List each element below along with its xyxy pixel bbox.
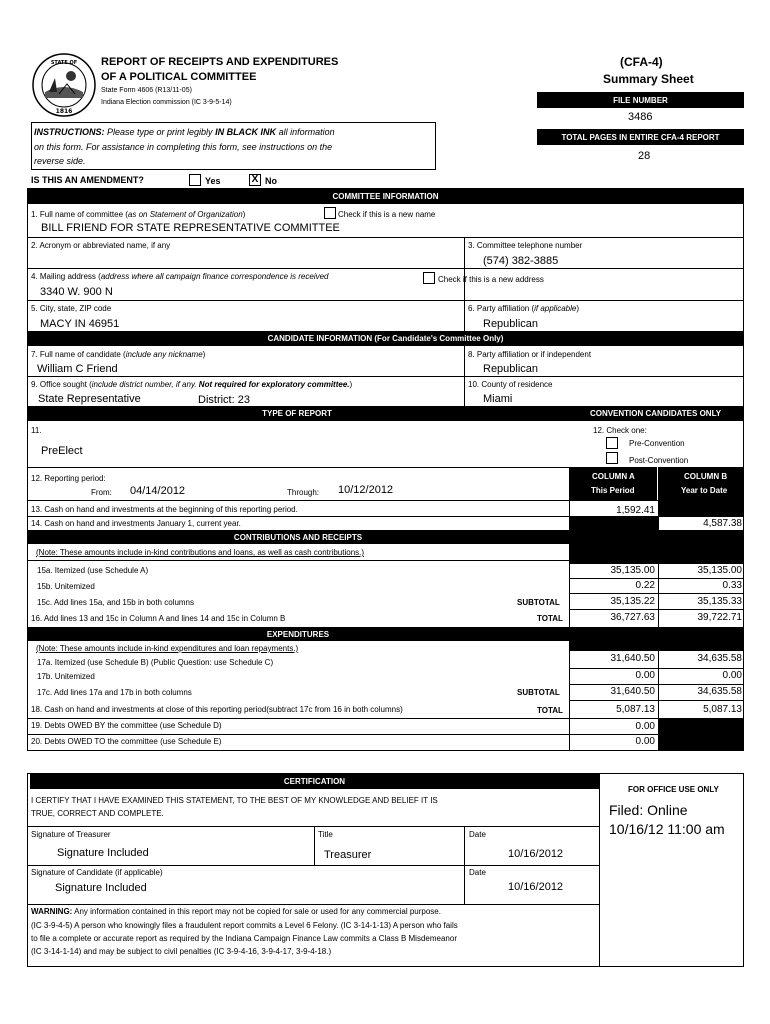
commission-citation: Indiana Election commission (IC 3-9-5-14): [101, 99, 232, 106]
line-19-label: 19. Debts OWED BY the committee (use Schedule D): [31, 721, 222, 730]
candidate-signature-date: 10/16/2012: [508, 881, 564, 893]
treasurer-signature: Signature Included: [57, 847, 149, 859]
candidate-name-label: 7. Full name of candidate (include any nickname): [31, 350, 206, 359]
form-title-line1: REPORT OF RECEIPTS AND EXPENDITURES: [101, 56, 339, 68]
office-use-title: FOR OFFICE USE ONLY: [628, 785, 719, 794]
svg-text:STATE OF: STATE OF: [50, 60, 78, 66]
committee-city: MACY IN 46951: [40, 318, 120, 330]
mailing-address: 3340 W. 900 N: [40, 286, 113, 298]
line-17b-column-b: 0.00: [722, 670, 742, 681]
line-17b-label: 17b. Unitemized: [37, 672, 95, 681]
contributions-header: CONTRIBUTIONS AND RECEIPTS: [27, 530, 569, 544]
line-19-column-a: 0.00: [635, 721, 655, 732]
filed-status: Filed: Online: [609, 802, 688, 818]
line-17c-label: 17c. Add lines 17a and 17b in both columns: [37, 688, 192, 697]
filed-time: 10/16/12 11:00 am: [609, 821, 725, 837]
line-15c-column-b: 35,135.33: [697, 596, 742, 607]
instructions-line2: on this form. For assistance in completing this form, see instructions on the: [34, 142, 333, 152]
expenditures-column-block: [570, 627, 744, 651]
candidate-signature: Signature Included: [55, 882, 147, 894]
treasurer-title: Treasurer: [324, 849, 372, 861]
from-label: From:: [91, 488, 112, 497]
committee-name: BILL FRIEND FOR STATE REPRESENTATIVE COMMITTEE: [41, 222, 340, 234]
contributions-note: (Note: These amounts include in-kind contributions and loans, as well as cash contributions.): [36, 548, 365, 557]
expenditures-note: (Note: These amounts include in-kind expenditures and loan repayments.): [36, 644, 299, 653]
party-label: 6. Party affiliation (if applicable): [468, 304, 580, 313]
file-number-header: FILE NUMBER: [537, 92, 744, 108]
line-15b-column-b: 0.33: [722, 580, 742, 591]
line-17c-column-a: 31,640.50: [610, 686, 655, 697]
amendment-question: IS THIS AN AMENDMENT?: [31, 175, 144, 185]
pre-convention-checkbox[interactable]: [606, 437, 618, 449]
line-15c-column-a: 35,135.22: [610, 596, 655, 607]
amendment-no-checkbox[interactable]: X: [249, 174, 261, 186]
form-code: (CFA-4): [620, 55, 663, 69]
amendment-yes-checkbox[interactable]: [189, 174, 201, 186]
column-b-subtitle: Year to Date: [681, 486, 728, 495]
period-from: 04/14/2012: [130, 485, 186, 497]
line-20-column-a: 0.00: [635, 736, 655, 747]
report-type: PreElect: [41, 445, 83, 457]
treasurer-signature-label: Signature of Treasurer: [31, 830, 111, 839]
committee-party: Republican: [483, 318, 539, 330]
line-17a-label: 17a. Itemized (use Schedule B) (Public Question: use Schedule C): [37, 658, 274, 667]
line-15a-label: 15a. Itemized (use Schedule A): [37, 566, 149, 575]
line-13-label: 13. Cash on hand and investments at the beginning of this reporting period.: [31, 505, 298, 514]
warning-line2: (IC 3-9-4-5) A person who knowingly files a fraudulent report commits a Level 6 Felony. (IC 3-14-1-13) A person who fails: [31, 921, 458, 930]
svg-text:1816: 1816: [55, 108, 73, 115]
committee-name-label: 1. Full name of committee (as on Statement of Organization): [31, 210, 246, 219]
line-16-column-a: 36,727.63: [610, 612, 655, 623]
state-seal: [31, 52, 97, 118]
line-13-column-b-blocked: [659, 501, 744, 516]
candidate-signature-label: Signature of Candidate (if applicable): [31, 868, 163, 877]
column-a-subtitle: This Period: [591, 486, 635, 495]
file-number: 3486: [628, 111, 653, 123]
treasurer-title-label: Title: [318, 830, 333, 839]
county-label: 10. County of residence: [468, 380, 553, 389]
pre-convention-label: Pre-Convention: [629, 439, 685, 448]
contributions-column-block: [570, 530, 744, 564]
item-11-label: 11.: [31, 426, 42, 435]
candidate-name: William C Friend: [37, 363, 118, 375]
line-18-total-tag: TOTAL: [537, 706, 563, 715]
post-convention-checkbox[interactable]: [606, 452, 618, 464]
candidate-party: Republican: [483, 363, 539, 375]
line-17a-column-a: 31,640.50: [610, 653, 655, 664]
sheet-title: Summary Sheet: [603, 72, 694, 86]
line-18-column-b: 5,087.13: [703, 704, 742, 715]
office-sought: State Representative: [38, 393, 141, 405]
line-18-label: 18. Cash on hand and investments at close of this reporting period(subtract 17c from 16 in both columns): [31, 705, 403, 714]
line-15a-column-a: 35,135.00: [610, 565, 655, 576]
line-14-label: 14. Cash on hand and investments January 1, current year.: [31, 519, 241, 528]
certification-statement-line1: I CERTIFY THAT I HAVE EXAMINED THIS STATEMENT, TO THE BEST OF MY KNOWLEDGE AND BELIEF IT IS: [31, 796, 438, 805]
post-convention-label: Post-Convention: [629, 456, 689, 465]
reporting-period-label: 12. Reporting period:: [31, 474, 106, 483]
type-of-report-header: TYPE OF REPORT: [27, 406, 567, 421]
address-label: 4. Mailing address (address where all campaign finance correspondence is received: [31, 272, 329, 281]
state-form-number: State Form 4606 (R13/11-05): [101, 87, 192, 94]
candidate-party-label: 8. Party affiliation or if independent: [468, 350, 592, 359]
line-17c-subtotal-tag: SUBTOTAL: [517, 688, 560, 697]
phone-label: 3. Committee telephone number: [468, 241, 583, 250]
line-18-column-a: 5,087.13: [616, 704, 655, 715]
period-through: 10/12/2012: [338, 484, 394, 496]
treasurer-signature-date: 10/16/2012: [508, 848, 564, 860]
new-name-checkbox[interactable]: [324, 207, 336, 219]
line-16-column-b: 39,722.71: [697, 612, 742, 623]
amendment-no-label: No: [265, 176, 277, 186]
line-17c-column-b: 34,635.58: [697, 686, 742, 697]
new-address-check-label: Check if this is a new address: [438, 275, 544, 284]
acronym-label: 2. Acronym or abbreviated name, if any: [31, 241, 171, 250]
line-15b-label: 15b. Unitemized: [37, 582, 95, 591]
lines-19-20-column-b-blocked: [659, 719, 744, 751]
through-label: Through:: [287, 488, 320, 497]
instructions-line1: INSTRUCTIONS: Please type or print legibly IN BLACK INK all information: [34, 127, 335, 137]
line-14-column-b: 4,587.38: [703, 518, 742, 529]
convention-candidates-header: CONVENTION CANDIDATES ONLY: [567, 406, 744, 421]
total-pages: 28: [638, 150, 651, 162]
instructions-line3: reverse side.: [34, 156, 86, 166]
column-b-title: COLUMN B: [684, 472, 728, 481]
line-13-column-a: 1,592.41: [616, 505, 655, 516]
certification-statement-line2: TRUE, CORRECT AND COMPLETE.: [31, 809, 164, 818]
column-a-title: COLUMN A: [592, 472, 635, 481]
certification-header: CERTIFICATION: [30, 774, 599, 789]
line-16-label: 16. Add lines 13 and 15c in Column A and lines 14 and 15c in Column B: [31, 614, 286, 623]
line-17b-column-a: 0.00: [635, 670, 655, 681]
line-16-total-tag: TOTAL: [537, 614, 563, 623]
line-15c-label: 15c. Add lines 15a, and 15b in both columns: [37, 598, 194, 607]
line-17a-column-b: 34,635.58: [697, 653, 742, 664]
amendment-yes-label: Yes: [205, 176, 221, 186]
check-one-label: 12. Check one:: [593, 426, 647, 435]
county: Miami: [483, 393, 513, 405]
city-label: 5. City, state, ZIP code: [31, 304, 112, 313]
warning-line4: (IC 3-14-1-14) and may be subject to civil penalties (IC 3-9-4-16, 3-9-4-17, 3-9-4-18.): [31, 947, 332, 956]
line-15c-subtotal-tag: SUBTOTAL: [517, 598, 560, 607]
treasurer-date-label: Date: [469, 830, 486, 839]
line-15b-column-a: 0.22: [635, 580, 655, 591]
warning-line1: WARNING: Any information contained in this report may not be copied for sale or used for any commercial purpose.: [31, 907, 441, 916]
line-15a-column-b: 35,135.00: [697, 565, 742, 576]
expenditures-header: EXPENDITURES: [27, 627, 569, 641]
new-name-check-label: Check if this is a new name: [338, 210, 436, 219]
district: District: 23: [198, 394, 250, 406]
line-14-column-a-blocked: [570, 517, 658, 530]
line-20-label: 20. Debts OWED TO the committee (use Schedule E): [31, 737, 222, 746]
form-title-line2: OF A POLITICAL COMMITTEE: [101, 71, 257, 83]
warning-line3: to file a complete or accurate report as required by the Indiana Campaign Finance Law commits a Class B Misdemeanor: [31, 934, 457, 943]
candidate-date-label: Date: [469, 868, 486, 877]
new-address-checkbox[interactable]: [423, 272, 435, 284]
office-sought-label: 9. Office sought (include district number, if any. Not required for exploratory committee.): [31, 380, 353, 389]
committee-phone: (574) 382-3885: [483, 255, 559, 267]
committee-info-header: COMMITTEE INFORMATION: [27, 188, 744, 204]
total-pages-header: TOTAL PAGES IN ENTIRE CFA-4 REPORT: [537, 129, 744, 145]
candidate-info-header: CANDIDATE INFORMATION (For Candidate's Committee Only): [27, 331, 744, 346]
